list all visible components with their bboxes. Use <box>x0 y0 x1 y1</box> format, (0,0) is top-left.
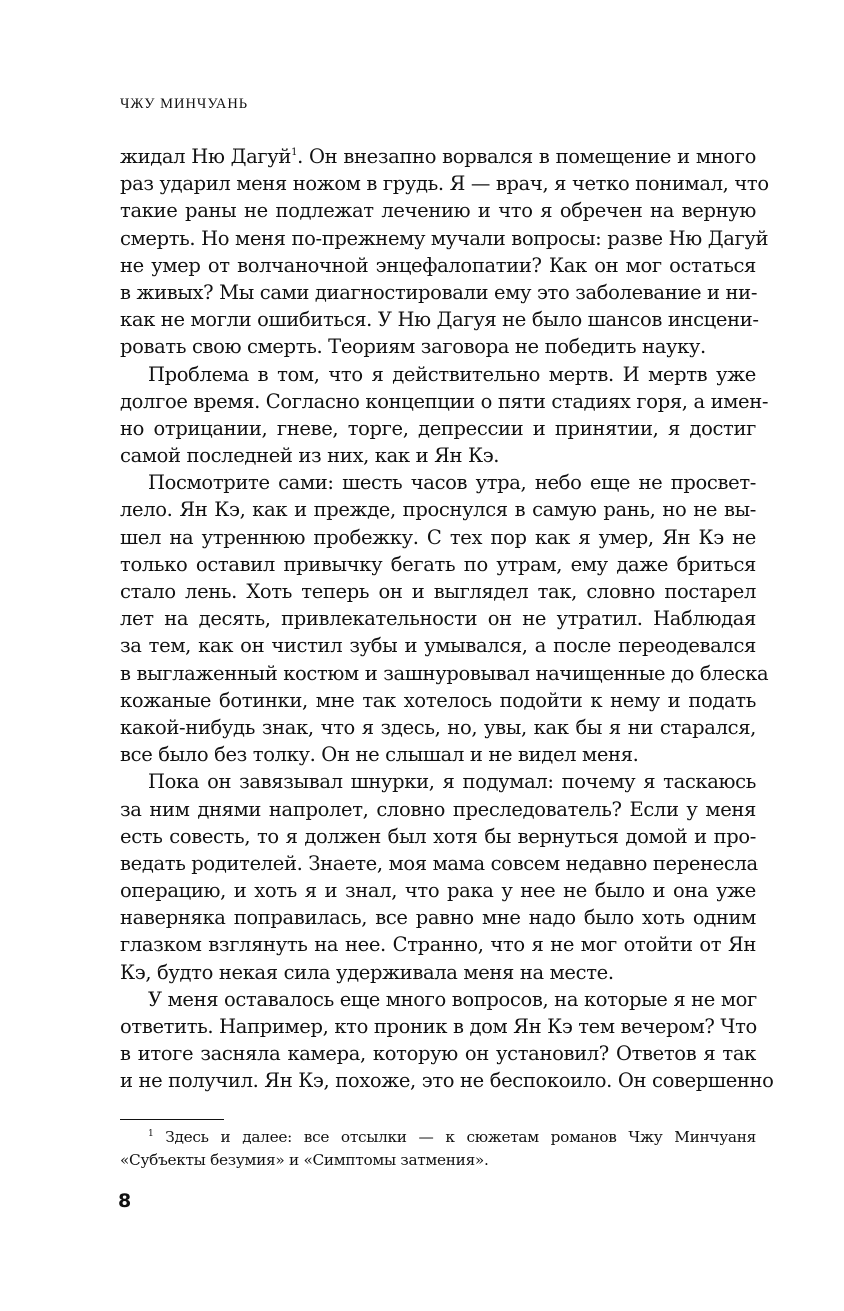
footnote-marker: 1 <box>148 1129 154 1139</box>
footnote-ref: 1 <box>291 147 298 158</box>
text-line: в живых? Мы сами диагностировали ему это заболевание и ни- <box>120 280 758 304</box>
text-line: и не получил. Ян Кэ, похоже, это не беспокоило. Он совершенно <box>120 1069 774 1093</box>
text-line: Кэ, будто некая сила удерживала меня на месте. <box>120 960 614 984</box>
page-number: 8 <box>118 1190 132 1212</box>
footnote-line: «Субъекты безумия» и «Симптомы затмения». <box>120 1150 489 1169</box>
text-line: ровать свою смерть. Теориям заговора не победить науку. <box>120 335 706 359</box>
text-line: за ним днями напролет, словно преследователь? Если у меня <box>120 797 756 821</box>
text-line: в выглаженный костюм и зашнуровывал начищенные до блеска <box>120 661 769 685</box>
text-line: У меня оставалось еще много вопросов, на которые я не мог <box>148 987 757 1011</box>
body-text <box>120 143 774 1095</box>
text-line: кожаные ботинки, мне так хотелось подойти к нему и подать <box>120 688 756 712</box>
text-line: операцию, и хоть я и знал, что рака у нее не было и она уже <box>120 879 756 903</box>
text-line: лело. Ян Кэ, как и прежде, проснулся в самую рань, но не вы- <box>120 498 756 522</box>
text-line: самой последней из них, как и Ян Кэ. <box>120 444 500 468</box>
text-line: за тем, как он чистил зубы и умывался, а после переодевался <box>120 634 756 658</box>
text-line: стало лень. Хоть теперь он и выглядел так, словно постарел <box>120 580 756 603</box>
footnote-line <box>120 1126 756 1149</box>
text-line: не умер от волчаночной энцефалопатии? Как он мог остаться <box>120 253 756 277</box>
text-line: глазком взглянуть на нее. Странно, что я не мог отойти от Ян <box>120 933 756 957</box>
text-line: такие раны не подлежат лечению и что я обречен на верную <box>120 199 756 223</box>
running-head: ЧЖУ МИНЧУАНЬ <box>120 96 249 112</box>
footnote-text: Здесь и далее: все отсылки — к сюжетам романов Чжу Минчуаня <box>153 1128 756 1146</box>
text-line: Пока он завязывал шнурки, я подумал: почему я таскаюсь <box>148 770 756 794</box>
text-line: но отрицании, гневе, торге, депрессии и принятии, я достиг <box>120 416 756 440</box>
text-fragment: жидал Ню Дагуй <box>120 145 292 168</box>
text-line: смерть. Но меня по-прежнему мучали вопросы: разве Ню Дагуй <box>120 226 769 250</box>
text-fragment: . Он внезапно ворвался в помещение и много <box>297 145 757 168</box>
text-line: ответить. Например, кто проник в дом Ян Кэ тем вечером? Что <box>120 1015 757 1038</box>
text-line: долгое время. Согласно концепции о пяти стадиях горя, а имен- <box>120 389 769 413</box>
text-line: ведать родителей. Знаете, моя мама совсем недавно перенесла <box>120 851 758 875</box>
text-line: наверняка поправилась, все равно мне надо было хоть одним <box>120 906 756 930</box>
text-line: Проблема в том, что я действительно мертв. И мертв уже <box>148 362 756 386</box>
text-line <box>120 143 756 170</box>
text-line: раз ударил меня ножом в грудь. Я — врач, я четко понимал, что <box>120 172 769 196</box>
text-line: есть совесть, то я должен был хотя бы вернуться домой и про- <box>120 824 756 848</box>
text-line: Посмотрите сами: шесть часов утра, небо еще не просвет- <box>148 471 756 495</box>
footnote-divider <box>120 1119 224 1120</box>
footnote <box>120 1126 756 1171</box>
text-line: все было без толку. Он не слышал и не видел меня. <box>120 743 639 767</box>
text-line: как не могли ошибиться. У Ню Дагуя не было шансов инсцени- <box>120 308 759 332</box>
text-line: в итоге засняла камера, которую он установил? Ответов я так <box>120 1042 756 1066</box>
text-line: лет на десять, привлекательности он не утратил. Наблюдая <box>120 607 756 631</box>
text-line: какой-нибудь знак, что я здесь, но, увы, как бы я ни старался, <box>120 715 756 739</box>
text-line: только оставил привычку бегать по утрам, ему даже бриться <box>120 552 756 576</box>
text-line: шел на утреннюю пробежку. С тех пор как я умер, Ян Кэ не <box>120 525 756 549</box>
